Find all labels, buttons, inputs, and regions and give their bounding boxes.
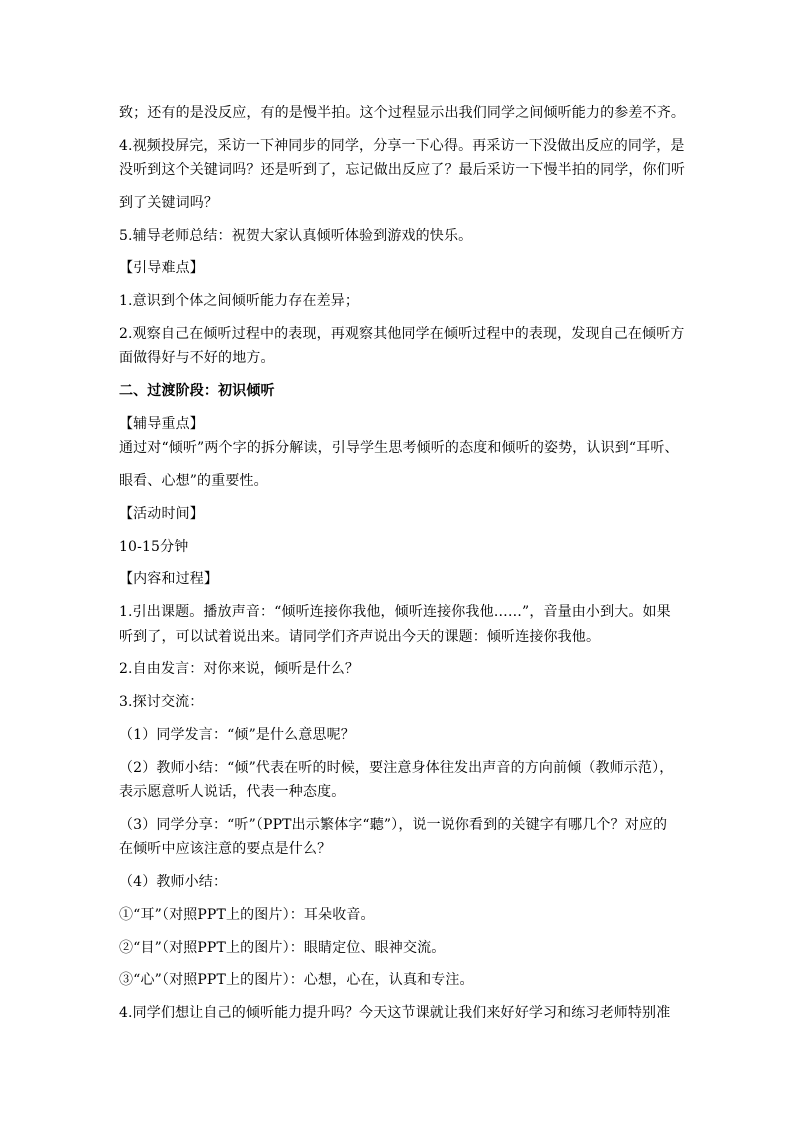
- section-label: 【辅导重点】: [119, 415, 204, 432]
- line-gap: [119, 714, 679, 723]
- line-gap: [119, 403, 679, 412]
- text-line: 10-15分钟: [119, 538, 189, 555]
- text-line: 眼看、心想”的重要性。: [119, 473, 268, 490]
- section-label: 【活动时间】: [119, 505, 204, 522]
- section-heading: 二、过渡阶段：初识倾听: [119, 383, 275, 400]
- section-label: 【内容和过程】: [119, 571, 219, 588]
- text-line: （1）同学发言：“倾”是什么意思呢？: [119, 726, 355, 743]
- line-gap: [119, 248, 679, 257]
- text-line: ③“心”（对照PPT上的图片）：心想，心在，认真和专注。: [119, 972, 474, 989]
- text-line: 致；还有的是没反应，有的是慢半拍。这个过程显示出我们同学之间倾听能力的参差不齐。: [119, 105, 685, 121]
- line-gap: [119, 182, 679, 191]
- text-line: （4）教师小结：: [119, 873, 228, 890]
- line-gap: [119, 215, 679, 224]
- text-line: ②“目”（对照PPT上的图片）：眼睛定位、眼神交流。: [119, 939, 446, 956]
- line-gap: [119, 747, 679, 756]
- line-gap: [119, 371, 679, 380]
- line-gap: [119, 281, 679, 290]
- text-line: 3.探讨交流：: [119, 694, 204, 711]
- text-line: 听到了，可以试着说出来。请同学们齐声说出今天的课题：倾听连接你我他。: [119, 628, 601, 645]
- line-gap: [119, 804, 679, 813]
- text-line: 1.意识到个体之间倾听能力存在差异；: [119, 293, 360, 310]
- text-line: 表示愿意听人说话，代表一种态度。: [119, 784, 346, 801]
- line-gap: [119, 993, 679, 1002]
- text-line: 到了关键词吗？: [119, 194, 219, 211]
- section-label: 【引导难点】: [119, 260, 204, 277]
- text-line: （3）同学分享：“听”（PPT出示繁体字“聽”），说一说你看到的关键字有哪几个？对应的: [119, 816, 668, 833]
- text-line: 在倾听中应该注意的要点是什么？: [119, 841, 332, 858]
- text-line: 5.辅导老师总结：祝贺大家认真倾听体验到游戏的快乐。: [119, 227, 473, 244]
- line-gap: [119, 682, 679, 691]
- line-gap: [119, 526, 679, 535]
- line-gap: [119, 960, 679, 969]
- text-line: 4.同学们想让自己的倾听能力提升吗？今天这节课就让我们来好好学习和练习老师特别准: [119, 1005, 671, 1022]
- line-gap: [119, 125, 679, 134]
- line-gap: [119, 927, 679, 936]
- text-line: （2）教师小结：“倾”代表在听的时候，要注意身体往发出声音的方向前倾（教师示范），: [119, 759, 674, 776]
- line-gap: [119, 493, 679, 502]
- text-line: 4.视频投屏完，采访一下神同步的同学，分享一下心得。再采访一下没做出反应的同学，是: [119, 137, 685, 154]
- text-line: 2.自由发言：对你来说，倾听是什么？: [119, 661, 360, 678]
- line-gap: [119, 861, 679, 870]
- text-line: 1.引出课题。播放声音：“倾听连接你我他，倾听连接你我他……”，音量由小到大。如果: [119, 604, 671, 621]
- text-line: 通过对“倾听”两个字的拆分解读，引导学生思考倾听的态度和倾听的姿势，认识到“耳听、: [119, 440, 679, 457]
- line-gap: [119, 461, 679, 470]
- line-gap: [119, 649, 679, 658]
- line-gap: [119, 894, 679, 903]
- line-gap: [119, 314, 679, 323]
- text-line: 2.观察自己在倾听过程中的表现，再观察其他同学在倾听过程中的表现，发现自己在倾听方: [119, 326, 685, 343]
- line-gap: [119, 559, 679, 568]
- line-gap: [119, 592, 679, 601]
- document-page: [119, 101, 685, 1025]
- text-line: 面做得好与不好的地方。: [119, 350, 275, 367]
- text-line: ①“耳”（对照PPT上的图片）：耳朵收音。: [119, 906, 375, 923]
- text-line: 没听到这个关键词吗？还是听到了，忘记做出反应了？最后采访一下慢半拍的同学，你们听: [119, 162, 685, 179]
